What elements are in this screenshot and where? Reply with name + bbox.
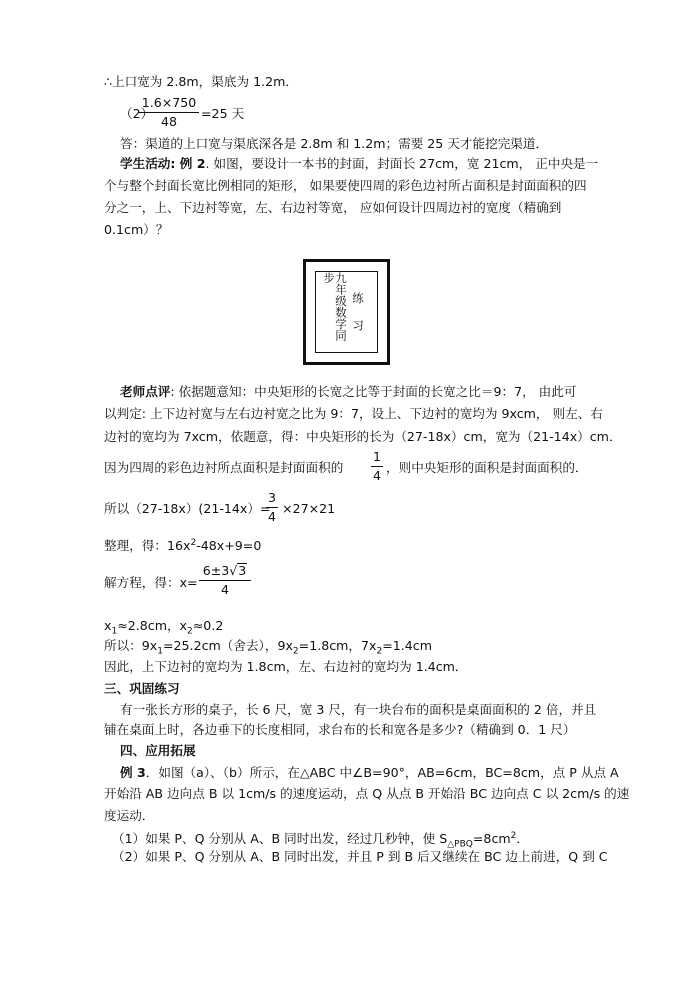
fraction-denominator: 4 [372,468,381,483]
fraction-numerator: 3 [267,490,276,505]
text-segment: 6±3 [202,563,230,578]
text-segment: ×27×21 [282,501,336,516]
text-line [104,637,432,661]
sqrt-radicand: 3 [238,563,247,578]
subscript: 2 [187,626,193,637]
subscript: △PBQ [447,839,473,850]
bold-label: 例 3 [120,765,146,780]
section-heading: 三、巩固练习 [104,681,180,696]
text-segment: . 如图，要设计一本书的封面，封面长 27cm，宽 21cm， 正中央是一 [205,156,599,171]
fraction-bar [266,507,278,508]
text-segment: （1）如果 P、Q 分别从 A、B 同时出发，经过几秒钟，使 S [112,831,448,847]
text-segment: =1.4cm [382,638,432,653]
fraction [371,449,383,484]
text-segment: =1.8cm，7x [298,638,377,653]
superscript: 2 [510,831,517,841]
fraction-bar [139,112,199,113]
text-line: 边衬的宽均为 7xcm，依题意，得：中央矩形的长为（27-18x）cm，宽为（21-14x）cm． [104,429,622,444]
text-line: 度运动． [104,808,155,823]
text-segment: x [104,618,112,633]
text-segment: =8cm [472,831,511,847]
bold-label: 学生活动: 例 2 [120,156,206,171]
text-line: 解方程，得：x= [104,575,198,590]
subscript: 2 [376,646,383,657]
text-line: 0.1cm）？ [104,222,169,237]
bold-label: 老师点评 [120,384,171,399]
text-segment: 所以：9x [104,638,158,653]
text-segment: ．如图（a）、（b）所示，在△ABC 中∠B=90°，AB=6cm，BC=8cm，点 P 从点 A [145,765,619,780]
text-segment: =25 天 [201,106,245,121]
section-heading: 四、应用拓展 [120,743,196,758]
text-line: 因为四周的彩色边衬所点面积是封面面积的 [104,460,344,475]
fraction-numerator: 6±3√3 [202,563,247,578]
fraction [199,563,251,598]
text-line: 分之一，上、下边衬等宽，左、右边衬等宽， 应如何设计四周边衬的宽度（精确到 [104,200,562,215]
book-cover-figure [303,259,390,365]
text-line: ∴上口宽为 2.8m，渠底为 1.2m． [104,74,298,89]
fraction [266,490,278,525]
subscript: 1 [111,626,118,637]
text-segment: 整理，得：16x [104,538,191,554]
book-cover-inner-rect [315,271,378,353]
text-line [104,534,261,555]
subscript: 1 [157,646,163,657]
cover-subtitle-vertical: 练 习 [351,292,365,337]
text-line: 开始沿 AB 边向点 B 以 1cm/s 的速度运动，点 Q 从点 B 开始沿 BC 边向点 C 以 2cm/s 的速 [104,786,630,801]
text-segment: : 依据题意知：中央矩形的长宽之比等于封面的长宽之比＝9：7， 由此可 [170,384,577,399]
fraction [139,95,199,130]
text-line: 有一张长方形的桌子，长 6 尺，宽 3 尺，有一块台布的面积是桌面面积的 2 倍，并且 [120,702,597,717]
text-line: 因此，上下边衬的宽均为 1.8cm，左、右边衬的宽均为 1.4cm． [104,659,468,674]
text-segment: -48x+9=0 [196,538,262,554]
text-segment: =25.2cm（舍去），9x [162,638,293,653]
cover-title-vertical: 九年级数学同步 [322,272,348,341]
text-line: 以判定: 上下边衬宽与左右边衬宽之比为 9：7，设上、下边衬的宽均为 9xcm， 则左、右 [104,406,603,421]
text-line: 铺在桌面上时，各边垂下的长度相同，求台布的长和宽各是多少?（精确到 0．1 尺） [104,722,576,737]
fraction-bar [371,466,383,467]
text-segment: ≈2.8cm，x [117,618,188,633]
fraction-numerator: 1.6×750 [141,95,197,110]
text-segment: ，则中央矩形的面积是封面面积的． [386,460,588,475]
text-line: 答：渠道的上口宽与渠底深各是 2.8m 和 1.2m；需要 25 天才能挖完渠道． [120,136,549,151]
fraction-numerator: 1 [372,449,381,464]
fraction-bar [199,580,251,581]
text-segment: ≈0.2 [192,618,224,633]
superscript: 2 [190,538,197,548]
text-line: （2）如果 P、Q 分别从 A、B 同时出发，并且 P 到 B 后又继续在 BC 边上前进，Q 到 C [112,849,608,864]
fraction-denominator: 4 [220,582,229,597]
text-segment: ． [516,831,529,847]
fraction-denominator: 48 [160,114,178,129]
subscript: 2 [292,646,299,657]
fraction-denominator: 4 [267,509,276,524]
text-segment: （2） [120,106,154,121]
text-line: 所以（27-18x）(21-14x）= [104,501,271,516]
text-line [120,764,619,782]
text-line [120,155,598,173]
text-line: 个与整个封面长宽比例相同的矩形， 如果要使四周的彩色边衬所占面积是封面面积的四 [104,178,587,193]
text-line [120,383,576,401]
